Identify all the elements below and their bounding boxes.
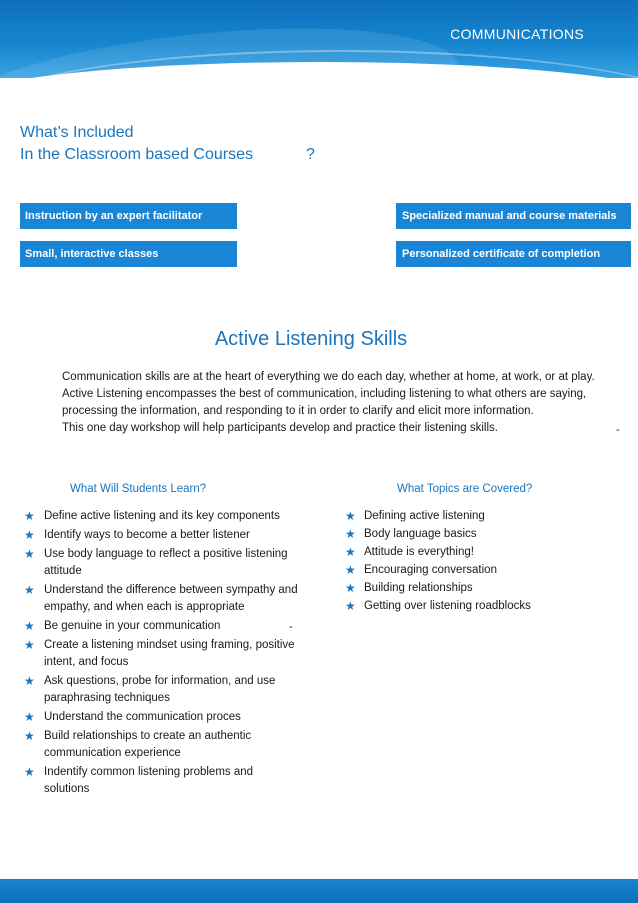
header-band [0,0,638,78]
list-item-text: empathy, and when each is appropriate [44,601,245,613]
pill-manual: Specialized manual and course materials [396,203,631,229]
star-icon: ★ [24,638,35,652]
list-item [345,562,605,579]
pill-instruction: Instruction by an expert facilitator [20,203,237,229]
list-item-text: communication experience [44,747,181,759]
list-item-text: Use body language to reflect a positive listening [44,548,288,560]
learn-list [24,508,324,800]
list-item [24,582,324,616]
list-item-text: Attitude is everything! [364,546,474,558]
list-item-text: intent, and focus [44,656,129,668]
star-icon: ★ [345,527,356,541]
list-item [24,527,324,544]
list-item [24,673,324,707]
star-icon: ★ [345,581,356,595]
list-item [345,544,605,561]
list-item [24,508,324,525]
star-icon: ★ [24,528,35,542]
list-item-text: attitude [44,565,82,577]
list-item-text: Building relationships [364,582,473,594]
star-icon: ★ [345,563,356,577]
star-icon: ★ [24,674,35,688]
intro-line: This one day workshop will help participants develop and practice their listening skills. [62,422,498,434]
list-item [345,580,605,597]
list-item-text: Identify ways to become a better listener [44,529,250,541]
included-title-line1: What’s Included [20,124,134,141]
included-question-mark: ? [306,146,315,163]
list-item [24,546,324,580]
learn-heading: What Will Students Learn? [70,483,207,495]
star-icon: ★ [24,583,35,597]
included-title-line2: In the Classroom based Courses [20,146,253,163]
list-item-text: Be genuine in your communication [44,620,221,632]
list-item [345,526,605,543]
star-icon: ★ [24,547,35,561]
stray-dash: - [616,424,620,436]
pill-certificate: Personalized certificate of completion [396,241,631,267]
list-item [24,764,324,798]
list-item-text: paraphrasing techniques [44,692,170,704]
star-icon: ★ [24,619,35,633]
star-icon: ★ [24,765,35,779]
intro-paragraph [62,369,630,437]
list-item-text: Indentify common listening problems and [44,766,254,778]
list-item-text: Getting over listening roadblocks [364,600,531,612]
list-item [24,709,324,726]
list-item-text: Body language basics [364,528,477,540]
list-item-text: Create a listening mindset using framing, positive [44,639,295,651]
list-item [345,508,605,525]
list-item-text: Build relationships to create an authentic [44,730,252,742]
intro-line: Communication skills are at the heart of everything we do each day, whether at home, at work, or at play. [62,371,595,383]
included-title [20,122,253,166]
intro-line: Active Listening encompasses the best of communication, including listening to what others are saying, [62,388,587,400]
list-item-text: Define active listening and its key components [44,510,280,522]
star-icon: ★ [24,509,35,523]
list-item-text: Understand the difference between sympathy and [44,584,298,596]
star-icon: ★ [345,545,356,559]
topics-list [345,508,605,616]
star-icon: ★ [345,599,356,613]
star-icon: ★ [24,710,35,724]
list-item [345,598,605,615]
header-title: COMMUNICATIONS [450,26,584,42]
list-item [24,728,324,762]
star-icon: ★ [345,509,356,523]
list-item [24,618,324,635]
section-title: Active Listening Skills [214,328,408,350]
intro-line: processing the information, and responding to it in order to clarify and elicit more information. [62,405,534,417]
footer-band [0,879,638,903]
star-icon: ★ [24,729,35,743]
list-item-text: Understand the communication proces [44,711,241,723]
pill-small-classes: Small, interactive classes [20,241,237,267]
list-item-text: Defining active listening [364,510,485,522]
topics-heading: What Topics are Covered? [397,483,533,495]
list-item-text: solutions [44,783,90,795]
list-item [24,637,324,671]
list-item-text: Encouraging conversation [364,564,497,576]
list-item-text: Ask questions, probe for information, and use [44,675,276,687]
stray-dash: - [289,621,293,633]
